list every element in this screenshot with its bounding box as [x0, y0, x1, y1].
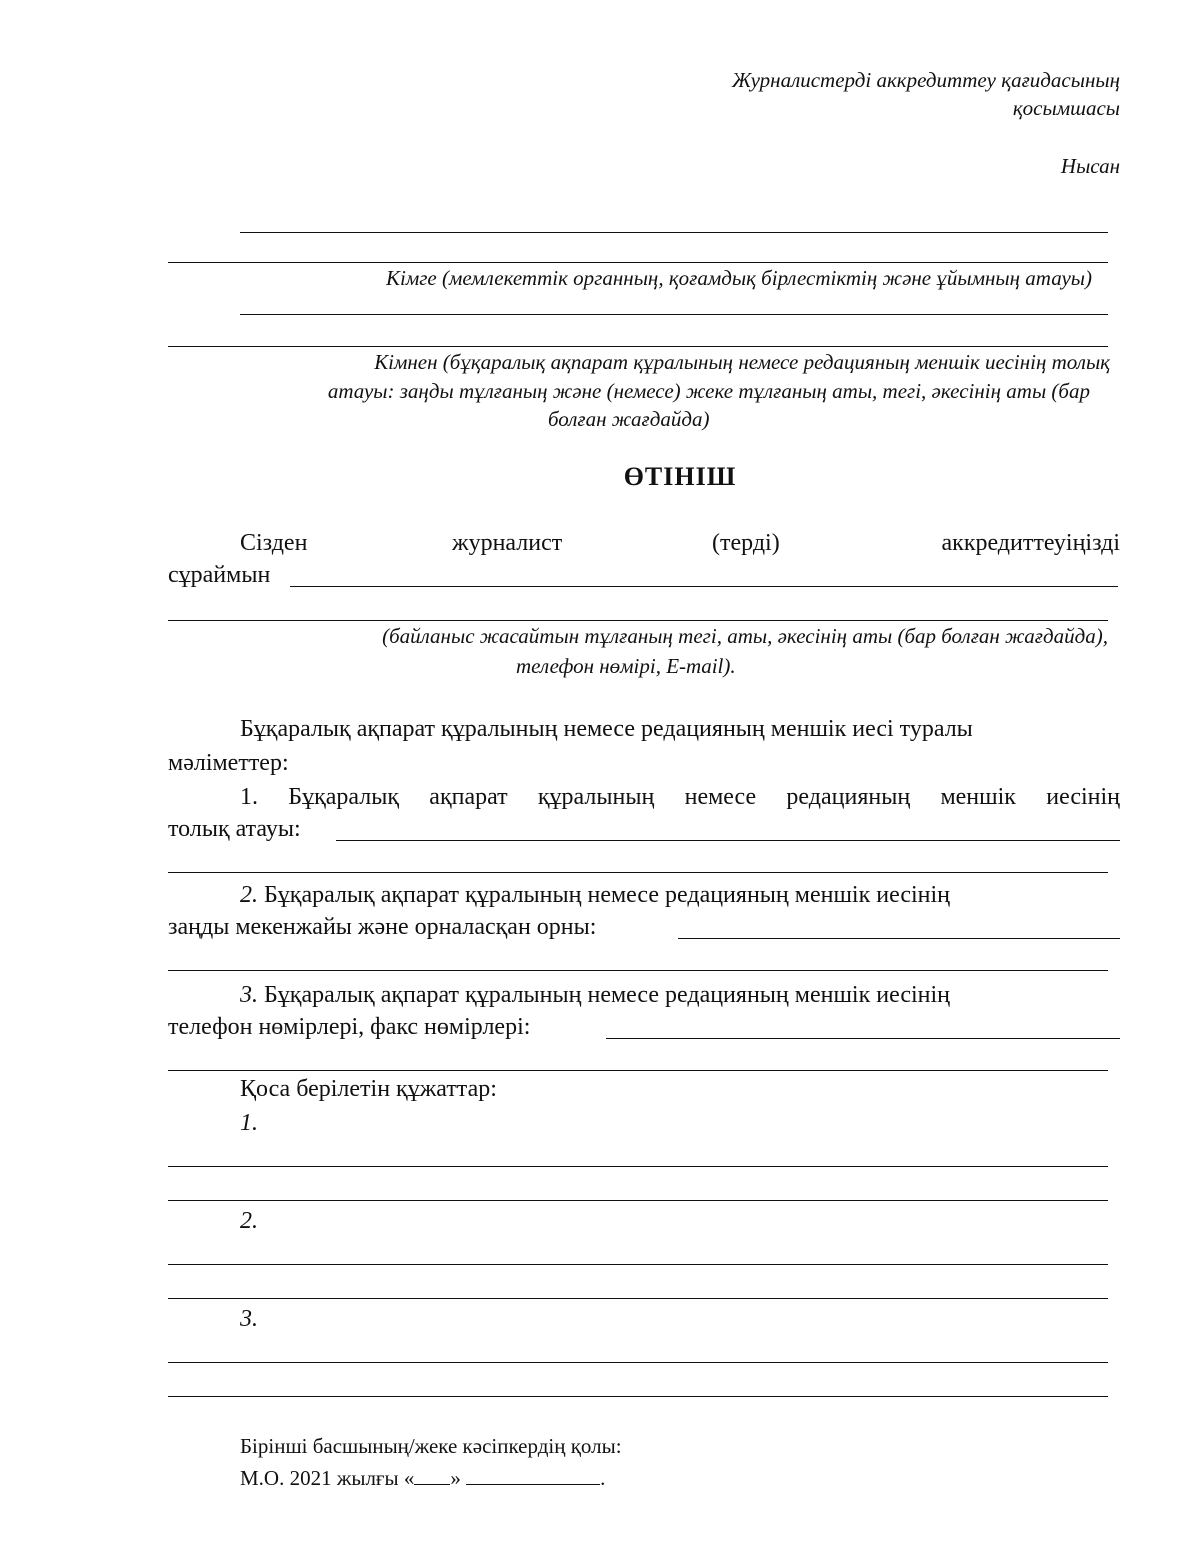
page-title: ӨТІНІШ [623, 462, 737, 491]
date-mid: » [450, 1466, 467, 1490]
header-rule-title: Журналистерді аккредиттеу қағидасының [732, 68, 1120, 92]
from-line-1[interactable] [240, 314, 1108, 315]
item1-line1: 1. Бұқаралық ақпарат құралының немесе редацияның меншік иесінің [240, 784, 1120, 810]
contact-caption-line1: (байланыс жасайтын тұлғаның тегі, аты, әкесінің аты (бар болған жағдайда), [382, 624, 1108, 648]
owner-intro-line1: Бұқаралық ақпарат құралының немесе редацияның меншік иесі туралы [240, 716, 973, 742]
request-word-1: Сізден [240, 530, 308, 556]
from-caption-line1: Кімнен (бұқаралық ақпарат құралының немесе редацияның меншік иесінің толық [374, 350, 1110, 374]
attachments-label: Қоса берілетін құжаттар: [240, 1076, 497, 1102]
owner-fullname-field-2[interactable] [168, 872, 1108, 873]
date-month-field[interactable] [466, 1462, 600, 1485]
request-line2: сұраймын [168, 562, 271, 588]
attachment-number-3: 3. [240, 1306, 258, 1332]
item3-number: 3. [240, 982, 258, 1008]
owner-address-field[interactable] [678, 938, 1120, 939]
item3-line1-wrap [240, 980, 1120, 1010]
attachment-1-field-1[interactable] [168, 1166, 1108, 1167]
request-word-3: (терді) [712, 530, 780, 556]
signature-line1: Бірінші басшының/жеке кәсіпкердің қолы: [240, 1434, 622, 1458]
journalist-name-field[interactable] [290, 586, 1118, 587]
item2-line1: Бұқаралық ақпарат құралының немесе редацияның меншік иесінің [258, 882, 951, 908]
owner-phone-field[interactable] [606, 1038, 1120, 1039]
request-word-2: журналист [452, 530, 563, 556]
owner-address-field-2[interactable] [168, 970, 1108, 971]
attachment-1-field-2[interactable] [168, 1200, 1108, 1201]
from-caption-line2: атауы: заңды тұлғаның және (немесе) жеке тұлғаның аты, тегі, әкесінің аты (бар [327, 379, 1090, 403]
owner-fullname-field[interactable] [336, 840, 1120, 841]
item2-line1-wrap [240, 880, 1120, 910]
date-prefix: М.О. 2021 жылғы « [240, 1466, 415, 1490]
to-caption: Кімге (мемлекеттік органның, қоғамдық бірлестіктің және ұйымның атауы) [386, 266, 1092, 290]
from-caption-line3: болған жағдайда) [548, 407, 710, 431]
item1-line2: толық атауы: [168, 816, 301, 842]
owner-phone-field-2[interactable] [168, 1070, 1108, 1071]
header-rule-title-cont: қосымшасы [1012, 96, 1120, 120]
owner-intro-line2: мәліметтер: [168, 750, 289, 776]
journalist-name-field-2[interactable] [168, 620, 1108, 621]
request-word-4: аккредиттеуіңізді [941, 530, 1120, 556]
signature-line2 [240, 1462, 605, 1492]
item2-number: 2. [240, 882, 258, 908]
to-line-1[interactable] [240, 232, 1108, 233]
attachment-3-field-2[interactable] [168, 1396, 1108, 1397]
item3-line1: Бұқаралық ақпарат құралының немесе редацияның меншік иесінің [258, 982, 951, 1008]
form-label: Нысан [1060, 154, 1120, 178]
attachment-2-field-1[interactable] [168, 1264, 1108, 1265]
attachment-3-field-1[interactable] [168, 1362, 1108, 1363]
from-line-2[interactable] [168, 346, 1108, 347]
attachment-2-field-2[interactable] [168, 1298, 1108, 1299]
item3-line2: телефон нөмірлері, факс нөмірлері: [168, 1014, 531, 1040]
contact-caption-line2: телефон нөмірі, E-mail). [516, 654, 736, 678]
to-line-2[interactable] [168, 262, 1108, 263]
attachment-number-2: 2. [240, 1208, 258, 1234]
attachment-number-1: 1. [240, 1110, 258, 1136]
item2-line2: заңды мекенжайы және орналасқан орны: [168, 914, 597, 940]
date-day-field[interactable] [414, 1462, 450, 1485]
date-suffix: . [600, 1466, 606, 1490]
